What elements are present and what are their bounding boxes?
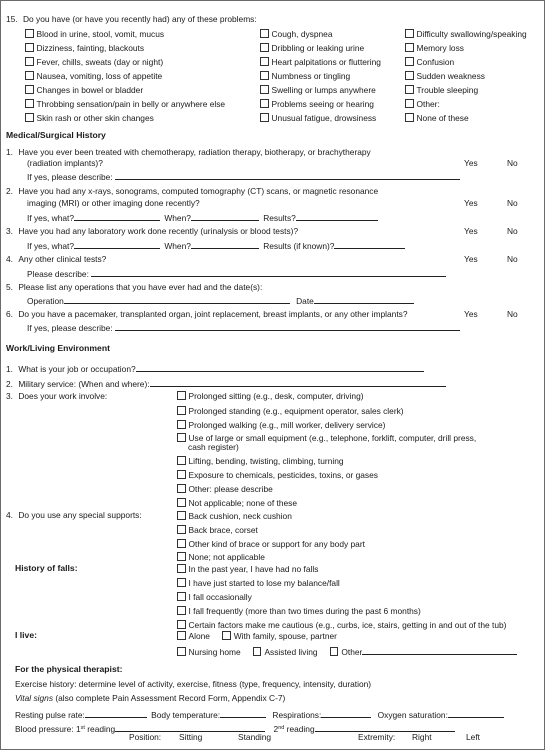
work-q3-number: 3.: [6, 391, 13, 401]
med-q2-results-field[interactable]: [296, 212, 378, 221]
pt-oxygen-label: Oxygen saturation:: [377, 710, 448, 720]
q15-col2-option[interactable]: [260, 43, 364, 54]
med-q2-no[interactable]: No: [507, 198, 518, 208]
q15-question: [6, 15, 257, 25]
q15-col2-option-label: Numbness or tingling: [271, 71, 351, 81]
med-q2-text: Have you had any x-rays, sonograms, computed tomography (CT) scans, or magnetic resonance: [18, 186, 379, 196]
medical-heading: Medical/Surgical History: [6, 130, 106, 140]
live-other-checkbox[interactable]: [330, 647, 339, 656]
falls-heading: History of falls:: [15, 563, 78, 573]
work-q2-field[interactable]: [150, 378, 446, 387]
checkbox[interactable]: [405, 29, 414, 38]
pt-standing-label[interactable]: Standing: [238, 732, 272, 742]
checkbox[interactable]: [405, 85, 414, 94]
q15-col2-option[interactable]: [260, 57, 381, 68]
live-alone-checkbox[interactable]: [177, 631, 186, 640]
q15-col2-option-label: Heart palpitations or fluttering: [271, 57, 381, 67]
med-q6-describe-field[interactable]: [115, 322, 460, 331]
falls-option-label: I have just started to lose my balance/fall: [188, 578, 340, 588]
q15-col3-option-label: None of these: [416, 113, 469, 123]
checkbox[interactable]: [177, 498, 186, 507]
q15-col3-option[interactable]: [405, 71, 485, 82]
work-q2: [6, 378, 446, 390]
pt-bp-reading2-label: reading: [286, 724, 315, 734]
live-family-label: With family, spouse, partner: [233, 631, 337, 641]
work-q3-option[interactable]: [177, 406, 404, 417]
checkbox[interactable]: [260, 29, 269, 38]
med-q6-describe-label: If yes, please describe:: [27, 323, 113, 333]
med-q6-describe: [27, 322, 460, 334]
live-heading: I live:: [15, 630, 37, 640]
med-q1-describe: [27, 171, 460, 183]
work-q4-option-label: None; not applicable: [188, 552, 265, 562]
med-q5-date-label: Date: [296, 296, 314, 306]
q15-col1-option-label: Skin rash or other skin changes: [36, 113, 154, 123]
checkbox[interactable]: [177, 525, 186, 534]
q15-col2-option-label: Swelling or lumps anywhere: [271, 85, 376, 95]
med-q5-operation-label: Operation: [27, 296, 64, 306]
work-q3-text: Does your work involve:: [18, 391, 108, 401]
work-q4-option-label: Other kind of brace or support for any body part: [188, 539, 365, 549]
pt-sitting-label[interactable]: Sitting: [179, 732, 203, 742]
checkbox[interactable]: [25, 85, 34, 94]
checkbox[interactable]: [405, 43, 414, 52]
work-q3-option-label: Use of large or small equipment (e.g., telephone, forklift, computer, drill press,: [188, 433, 477, 443]
work-q4-option[interactable]: [177, 552, 265, 563]
work-q3: [6, 392, 107, 402]
live-row-2: [177, 646, 517, 658]
checkbox[interactable]: [177, 484, 186, 493]
med-q5: [6, 283, 262, 293]
q15-col1-option[interactable]: [25, 29, 164, 40]
pt-bp-nd: nd: [278, 725, 285, 731]
falls-option[interactable]: [177, 578, 340, 589]
pt-heading: For the physical therapist:: [15, 664, 123, 674]
q15-col1-option-label: Changes in bowel or bladder: [36, 85, 144, 95]
pt-left-label[interactable]: Left: [466, 732, 480, 742]
q15-col2-option[interactable]: [260, 113, 376, 124]
checkbox[interactable]: [25, 57, 34, 66]
med-q6-yes[interactable]: Yes: [464, 309, 478, 319]
work-q4-number: 4.: [6, 510, 13, 520]
med-q6: [6, 310, 408, 320]
checkbox[interactable]: [177, 456, 186, 465]
q15-col3-option[interactable]: [405, 57, 454, 68]
med-q3-number: 3.: [6, 226, 13, 236]
live-alone-label: Alone: [188, 631, 210, 641]
checkbox[interactable]: [260, 57, 269, 66]
pt-bp-st: st: [80, 725, 85, 731]
checkbox[interactable]: [177, 552, 186, 561]
med-q2-when-field[interactable]: [191, 212, 259, 221]
checkbox[interactable]: [177, 592, 186, 601]
checkbox[interactable]: [177, 564, 186, 573]
med-q3-when-field[interactable]: [191, 240, 259, 249]
med-q3-no[interactable]: No: [507, 226, 518, 236]
med-q1-describe-field[interactable]: [115, 171, 460, 180]
q15-col2-option[interactable]: [260, 71, 350, 82]
work-q4-option[interactable]: [177, 525, 258, 536]
live-other-label: Other: [341, 647, 363, 657]
med-q3-text: Have you had any laboratory work done recently (urinalysis or blood tests)?: [18, 226, 299, 236]
work-q1: [6, 363, 424, 375]
falls-option[interactable]: [177, 564, 318, 575]
q15-col3-option[interactable]: [405, 43, 464, 54]
med-q2-what-label: If yes, what?: [27, 213, 75, 223]
q15-col1-option-label: Blood in urine, stool, vomit, mucus: [36, 29, 165, 39]
med-q5-number: 5.: [6, 282, 13, 292]
work-q4-option[interactable]: [177, 511, 292, 522]
med-q2: [6, 187, 378, 197]
med-q2-line2: imaging (MRI) or other imaging done recently?: [27, 198, 200, 208]
med-q5-text: Please list any operations that you have ever had and the date(s):: [18, 282, 263, 292]
pt-extremity-label: Extremity:: [358, 732, 396, 742]
work-q3-option4-cont: cash register): [188, 442, 239, 452]
q15-col2-option-label: Problems seeing or hearing: [271, 99, 374, 109]
pt-bp-second: 2: [273, 724, 279, 734]
falls-option-label: I fall occasionally: [188, 592, 252, 602]
work-q3-option-label: Exposure to chemicals, pesticides, toxins, or gases: [188, 470, 378, 480]
pt-vital: [15, 694, 285, 704]
checkbox[interactable]: [260, 43, 269, 52]
live-other-field[interactable]: [362, 646, 517, 655]
work-q3-option[interactable]: [177, 456, 344, 467]
checkbox[interactable]: [25, 99, 34, 108]
work-q4-text: Do you use any special supports:: [18, 510, 142, 520]
work-q4-option-label: Back brace, corset: [188, 525, 258, 535]
med-q2-what-field[interactable]: [74, 212, 160, 221]
pt-bp-reading1-label: reading: [87, 724, 116, 734]
q15-col1-option[interactable]: [25, 71, 162, 82]
pt-temp-label: Body temperature:: [151, 710, 221, 720]
med-q4-number: 4.: [6, 254, 13, 264]
med-q1-number: 1.: [6, 147, 13, 157]
q15-text: Do you have (or have you recently had) any of these problems:: [22, 14, 257, 24]
q15-col2-option[interactable]: [260, 99, 374, 110]
q15-col3-option[interactable]: [405, 113, 469, 124]
live-family-checkbox[interactable]: [222, 631, 231, 640]
q15-col2-option[interactable]: [260, 85, 376, 96]
q15-col3-option[interactable]: [405, 29, 527, 40]
pt-vital-italic: Vital signs: [15, 693, 54, 703]
med-q3-results-field[interactable]: [334, 240, 405, 249]
live-nursing-checkbox[interactable]: [177, 647, 186, 656]
q15-col1-option-label: Throbbing sensation/pain in belly or anywhere else: [36, 99, 226, 109]
checkbox[interactable]: [177, 391, 186, 400]
med-q6-no[interactable]: No: [507, 309, 518, 319]
work-q4-option[interactable]: [177, 539, 365, 550]
work-q3-option-label: Not applicable; none of these: [188, 498, 297, 508]
pt-bp-label: Blood pressure: 1: [15, 724, 81, 734]
work-q3-option-label: Prolonged walking (e.g., mill worker, delivery service): [188, 420, 386, 430]
work-q3-option-label: Other: please describe: [188, 484, 273, 494]
pt-bp-reading2-field[interactable]: [315, 723, 455, 732]
med-q6-text: Do you have a pacemaker, transplanted organ, joint replacement, breast implants, or any other implants?: [18, 309, 408, 319]
pt-bp-reading1-field[interactable]: [115, 723, 265, 732]
q15-col2-option-label: Dribbling or leaking urine: [271, 43, 365, 53]
live-assisted-checkbox[interactable]: [253, 647, 262, 656]
work-q2-text: Military service: (When and where):: [18, 379, 150, 389]
checkbox[interactable]: [260, 113, 269, 122]
work-q3-option-label: Lifting, bending, twisting, climbing, turning: [188, 456, 344, 466]
falls-option[interactable]: [177, 606, 421, 617]
q15-col1-option[interactable]: [25, 99, 225, 110]
q15-col1-option[interactable]: [25, 85, 143, 96]
live-row-1: [177, 631, 337, 642]
pt-resp-field[interactable]: [321, 709, 371, 718]
med-q2-details: [27, 212, 378, 224]
checkbox[interactable]: [177, 511, 186, 520]
work-q1-field[interactable]: [136, 363, 424, 372]
checkbox[interactable]: [177, 620, 186, 629]
work-q3-option[interactable]: [177, 391, 364, 402]
work-q4: [6, 511, 142, 521]
checkbox[interactable]: [25, 43, 34, 52]
med-q4-describe-field[interactable]: [91, 268, 446, 277]
work-q3-option-label: Prolonged sitting (e.g., desk, computer, driving): [188, 391, 364, 401]
q15-col1-option-label: Fever, chills, sweats (day or night): [36, 57, 164, 67]
checkbox[interactable]: [260, 71, 269, 80]
work-q3-option[interactable]: [177, 484, 273, 495]
med-q1-no[interactable]: No: [507, 158, 518, 168]
med-q1-text: Have you ever been treated with chemotherapy, radiation therapy, biotherapy, or brachytherapy: [18, 147, 371, 157]
med-q4-yes[interactable]: Yes: [464, 254, 478, 264]
med-q5-date-field[interactable]: [314, 295, 414, 304]
q15-col3-option-label: Confusion: [416, 57, 455, 67]
pt-temp-field[interactable]: [220, 709, 266, 718]
pt-right-label[interactable]: Right: [412, 732, 432, 742]
med-q4-no[interactable]: No: [507, 254, 518, 264]
med-q1-yes[interactable]: Yes: [464, 158, 478, 168]
q15-col2-option-label: Unusual fatigue, drowsiness: [271, 113, 377, 123]
q15-col3-option[interactable]: [405, 99, 440, 110]
falls-option-label: In the past year, I have had no falls: [188, 564, 319, 574]
checkbox[interactable]: [177, 420, 186, 429]
med-q3-what-field[interactable]: [74, 240, 160, 249]
pt-pulse-field[interactable]: [85, 709, 147, 718]
q15-col2-option-label: Cough, dyspnea: [271, 29, 333, 39]
pt-resp-label: Respirations:: [272, 710, 322, 720]
q15-col1-option-label: Dizziness, fainting, blackouts: [36, 43, 145, 53]
checkbox[interactable]: [405, 57, 414, 66]
checkbox[interactable]: [177, 578, 186, 587]
pt-pulse-label: Resting pulse rate:: [15, 710, 85, 720]
q15-col1-option[interactable]: [25, 57, 163, 68]
q15-col3-option-label: Trouble sleeping: [416, 85, 479, 95]
work-q2-number: 2.: [6, 379, 13, 389]
med-q3-when-label: When?: [164, 241, 191, 251]
work-q3-option[interactable]: [177, 470, 378, 481]
med-q3-yes[interactable]: Yes: [464, 226, 478, 236]
q15-col2-option[interactable]: [260, 29, 333, 40]
falls-option[interactable]: [177, 592, 252, 603]
falls-option-label: Certain factors make me cautious (e.g., curbs, ice, stairs, getting in and out of the tub): [188, 620, 507, 630]
med-q5-operation-field[interactable]: [64, 295, 290, 304]
med-q6-number: 6.: [6, 309, 13, 319]
q15-col3-option-label: Memory loss: [416, 43, 464, 53]
checkbox[interactable]: [25, 29, 34, 38]
q15-col1-option[interactable]: [25, 113, 154, 124]
work-q3-option-label: Prolonged standing (e.g., equipment operator, sales clerk): [188, 406, 404, 416]
med-q5-details: [27, 295, 414, 307]
work-q4-option-label: Back cushion, neck cushion: [188, 511, 292, 521]
checkbox[interactable]: [177, 433, 186, 442]
checkbox[interactable]: [405, 113, 414, 122]
pt-vitals-row: [15, 709, 504, 721]
q15-col1-option-label: Nausea, vomiting, loss of appetite: [36, 71, 163, 81]
q15-col3-option[interactable]: [405, 85, 478, 96]
work-q1-number: 1.: [6, 364, 13, 374]
work-q3-option[interactable]: [177, 420, 385, 431]
checkbox[interactable]: [260, 85, 269, 94]
checkbox[interactable]: [25, 71, 34, 80]
falls-option[interactable]: [177, 620, 506, 631]
work-q1-text: What is your job or occupation?: [18, 364, 136, 374]
checkbox[interactable]: [177, 606, 186, 615]
med-q1: [6, 148, 371, 158]
med-q4-text: Any other clinical tests?: [18, 254, 107, 264]
med-q4-describe-label: Please describe:: [27, 269, 89, 279]
med-q3-what-label: If yes, what?: [27, 241, 75, 251]
med-q4: [6, 255, 106, 265]
work-q3-option[interactable]: [177, 498, 297, 509]
q15-col1-option[interactable]: [25, 43, 144, 54]
q15-col3-option-label: Other:: [416, 99, 440, 109]
checkbox[interactable]: [405, 99, 414, 108]
med-q1-line2: (radiation implants)?: [27, 158, 103, 168]
checkbox[interactable]: [405, 71, 414, 80]
work-heading: Work/Living Environment: [6, 343, 110, 353]
q15-col3-option-label: Sudden weakness: [416, 71, 485, 81]
med-q2-results-label: Results?: [263, 213, 296, 223]
falls-option-label: I fall frequently (more than two times during the past 6 months): [188, 606, 421, 616]
pt-vital-rest: (also complete Pain Assessment Record Form, Appendix C-7): [55, 693, 286, 703]
live-assisted-label: Assisted living: [264, 647, 318, 657]
med-q1-describe-label: If yes, please describe:: [27, 172, 113, 182]
med-q3-details: [27, 240, 405, 252]
med-q4-describe: [27, 268, 446, 280]
med-q2-number: 2.: [6, 186, 13, 196]
med-q2-yes[interactable]: Yes: [464, 198, 478, 208]
checkbox[interactable]: [177, 406, 186, 415]
pt-oxygen-field[interactable]: [448, 709, 504, 718]
q15-number: 15.: [6, 14, 18, 24]
checkbox[interactable]: [177, 539, 186, 548]
pt-exercise: Exercise history: determine level of activity, exercise, fitness (type, frequency, intensity, duration): [15, 679, 372, 689]
checkbox[interactable]: [260, 99, 269, 108]
live-nursing-label: Nursing home: [188, 647, 241, 657]
med-q3-results-label: Results (if known)?: [263, 241, 335, 251]
q15-col3-option-label: Difficulty swallowing/speaking: [416, 29, 527, 39]
pt-position-label: Position:: [129, 732, 162, 742]
med-q2-when-label: When?: [164, 213, 191, 223]
checkbox[interactable]: [25, 113, 34, 122]
checkbox[interactable]: [177, 470, 186, 479]
med-q3: [6, 227, 298, 237]
